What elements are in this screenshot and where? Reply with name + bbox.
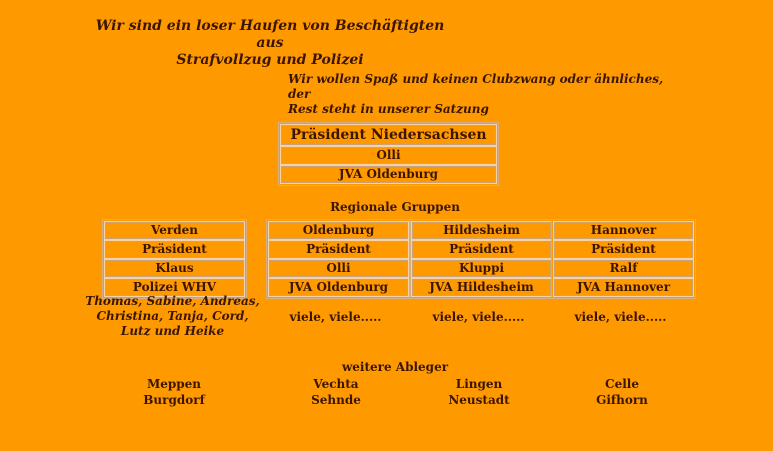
intro-subheading — [288, 72, 688, 117]
group-city: Verden — [105, 222, 244, 239]
branches-title: weitere Ableger — [341, 360, 449, 374]
group-org: JVA Hildesheim — [412, 279, 551, 296]
group-verden — [102, 219, 247, 299]
branch-item: Neustadt — [448, 393, 510, 407]
president-title: Präsident Niedersachsen — [281, 125, 496, 145]
group-members-hildesheim: viele, viele..... — [432, 310, 525, 324]
group-city: Oldenburg — [269, 222, 408, 239]
branch-item: Sehnde — [311, 393, 361, 407]
group-org: JVA Oldenburg — [269, 279, 408, 296]
group-city: Hildesheim — [412, 222, 551, 239]
group-name: Ralf — [554, 260, 693, 277]
intro-heading — [90, 18, 450, 69]
group-oldenburg — [266, 219, 411, 299]
intro-line-4: Rest steht in unserer Satzung — [288, 102, 489, 116]
group-role: Präsident — [105, 241, 244, 258]
group-role: Präsident — [269, 241, 408, 258]
intro-line-2: Strafvollzug und Polizei — [176, 52, 364, 68]
group-name: Kluppi — [412, 260, 551, 277]
group-city: Hannover — [554, 222, 693, 239]
branch-item: Burgdorf — [143, 393, 205, 407]
group-members-hannover: viele, viele..... — [574, 310, 667, 324]
group-members-oldenburg: viele, viele..... — [289, 310, 382, 324]
group-role: Präsident — [412, 241, 551, 258]
president-name: Olli — [281, 147, 496, 164]
group-members-verden: Thomas, Sabine, Andreas, Christina, Tanja, Cord, Lutz und Heike — [85, 294, 260, 338]
branch-item: Meppen — [146, 377, 202, 391]
group-org: Polizei WHV — [105, 279, 244, 296]
president-box — [278, 122, 499, 186]
group-hannover — [551, 219, 696, 299]
regional-groups-title: Regionale Gruppen — [330, 200, 460, 214]
group-name: Olli — [269, 260, 408, 277]
branch-item: Vechta — [313, 377, 359, 391]
intro-line-3: Wir wollen Spaß und keinen Clubzwang oder ähnliches, der — [288, 72, 664, 101]
branch-item: Gifhorn — [596, 393, 648, 407]
group-role: Präsident — [554, 241, 693, 258]
group-name: Klaus — [105, 260, 244, 277]
president-org: JVA Oldenburg — [281, 166, 496, 183]
intro-line-1: Wir sind ein loser Haufen von Beschäftigten aus — [95, 18, 445, 51]
branch-item: Celle — [605, 377, 639, 391]
group-org: JVA Hannover — [554, 279, 693, 296]
branch-item: Lingen — [455, 377, 503, 391]
group-hildesheim — [409, 219, 554, 299]
